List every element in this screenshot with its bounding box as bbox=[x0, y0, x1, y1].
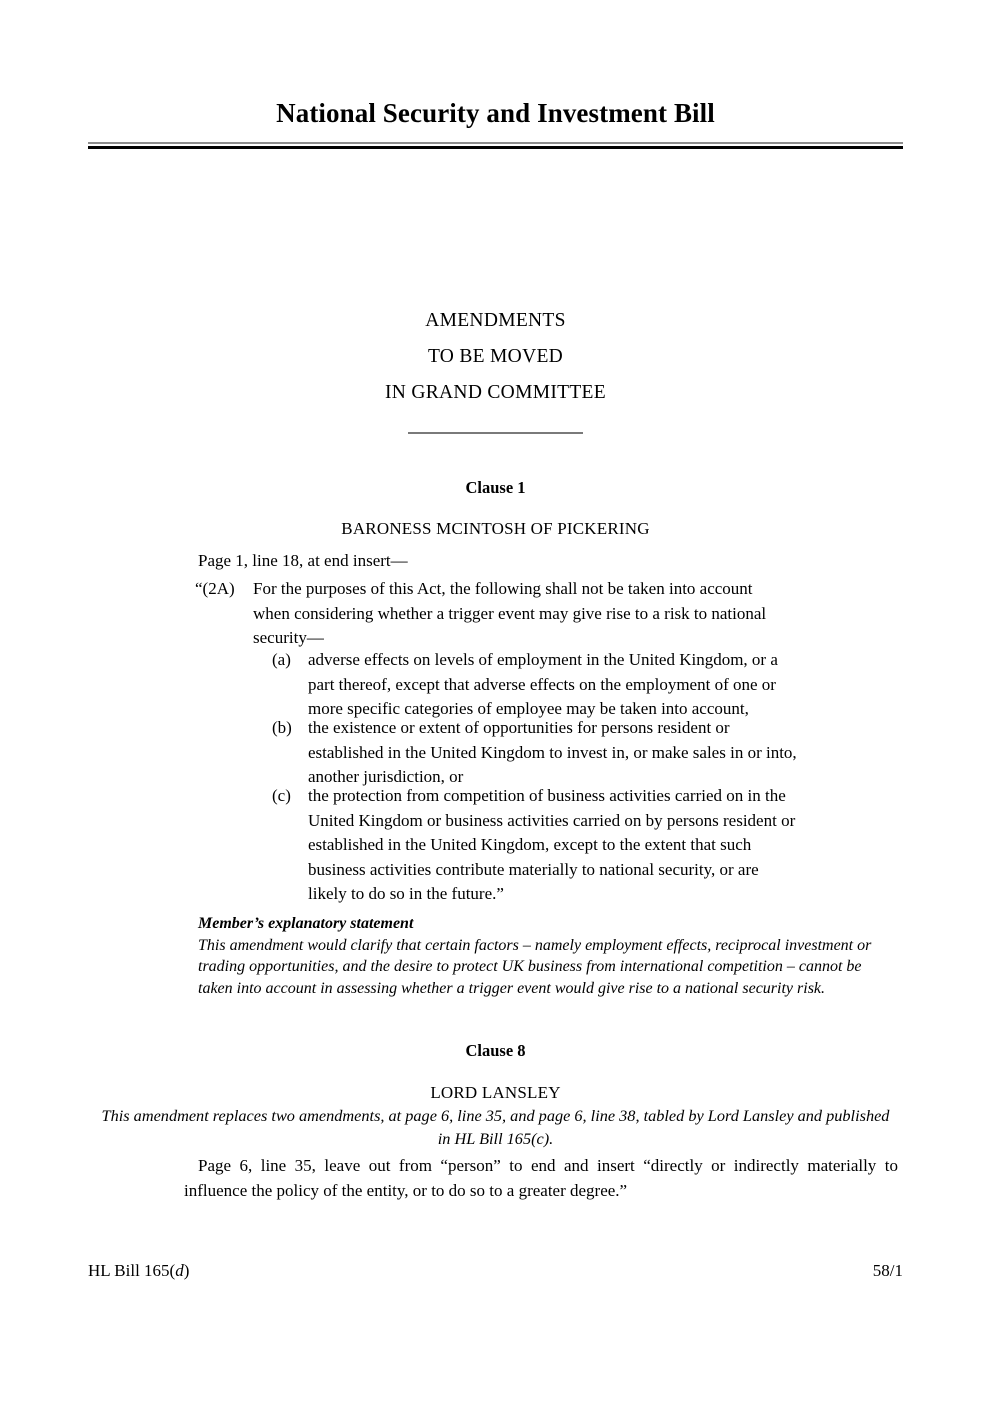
section-divider-rule bbox=[408, 432, 583, 434]
clause-8-heading: Clause 8 bbox=[465, 1041, 526, 1060]
subparagraph-c-line-3: established in the United Kingdom, except to the extent that such bbox=[308, 835, 752, 854]
clause-1-heading: Clause 1 bbox=[465, 478, 526, 497]
heading-line-to-be-moved: TO BE MOVED bbox=[427, 346, 564, 367]
subparagraph-b-marker: (b) bbox=[272, 718, 292, 737]
subparagraph-b-line-2: established in the United Kingdom to invest in, or make sales in or into, bbox=[308, 742, 797, 762]
subparagraph-c-marker: (c) bbox=[272, 786, 291, 805]
subparagraph-b-text bbox=[308, 716, 897, 790]
page-number: 58/1 bbox=[872, 1261, 903, 1280]
subparagraph-a bbox=[272, 648, 897, 722]
title-block bbox=[88, 98, 903, 149]
clause-8-member-name: LORD LANSLEY bbox=[430, 1083, 561, 1102]
subparagraph-c-line-4: business activities contribute materially to national security, or are bbox=[308, 859, 759, 879]
subparagraph-a-line-2: part thereof, except that adverse effects on the employment of one or bbox=[308, 674, 776, 694]
subparagraph-b-line-3: another jurisdiction, or bbox=[308, 767, 464, 786]
amendment-2a-text bbox=[253, 577, 897, 651]
title-divider bbox=[88, 142, 903, 149]
heading-line-in-grand-committee: IN GRAND COMMITTEE bbox=[385, 382, 606, 403]
amendment-2a-line-1: For the purposes of this Act, the following shall not be taken into account bbox=[253, 579, 753, 598]
divider-thick-line bbox=[88, 146, 903, 149]
amendments-heading-block bbox=[88, 303, 903, 434]
subparagraph-a-line-3: more specific categories of employee may be taken into account, bbox=[308, 699, 749, 718]
bill-number-prefix: HL Bill 165( bbox=[88, 1261, 176, 1280]
subparagraph-b bbox=[272, 716, 897, 790]
bill-number-suffix: ) bbox=[183, 1261, 190, 1280]
subparagraph-c bbox=[272, 784, 897, 907]
heading-line-amendments: AMENDMENTS bbox=[425, 310, 566, 331]
page-title: National Security and Investment Bill bbox=[276, 98, 715, 128]
amendment-2a-line-2: when considering whether a trigger event may give rise to a risk to national bbox=[253, 603, 767, 623]
clause-1-member-name: BARONESS MCINTOSH OF PICKERING bbox=[341, 519, 650, 538]
clause-1-instruction: Page 1, line 18, at end insert— bbox=[198, 551, 408, 570]
explanatory-statement-heading: Member’s explanatory statement bbox=[198, 915, 414, 932]
explanatory-statement-text: This amendment would clarify that certain factors – namely employment effects, reciprocal investment or trading opportunities, and the desire to protect UK business from international competition – cannot be taken into account in assessing whether a trigger event would give rise to a national security risk. bbox=[198, 936, 872, 997]
subparagraph-a-line-1: adverse effects on levels of employment in the United Kingdom, or a bbox=[308, 650, 778, 669]
explanatory-statement bbox=[198, 913, 898, 999]
amendment-2a-marker: “(2A) bbox=[195, 579, 235, 598]
bill-number-letter: d bbox=[175, 1261, 184, 1280]
amendment-2a-line-3: security— bbox=[253, 628, 324, 647]
subparagraph-c-line-2: United Kingdom or business activities carried on by persons resident or bbox=[308, 810, 796, 830]
subparagraph-a-text bbox=[308, 648, 897, 722]
amendment-2a bbox=[195, 577, 897, 651]
subparagraph-c-text bbox=[308, 784, 897, 907]
page-footer bbox=[88, 1261, 903, 1281]
subparagraph-b-line-1: the existence or extent of opportunities for persons resident or bbox=[308, 718, 730, 737]
subparagraph-c-line-1: the protection from competition of business activities carried on in the bbox=[308, 786, 786, 805]
subparagraph-c-line-5: likely to do so in the future.” bbox=[308, 884, 504, 903]
clause-8-replacement-note: This amendment replaces two amendments, at page 6, line 35, and page 6, line 38, tabled by Lord Lansley and published in HL Bill 165(c). bbox=[101, 1106, 890, 1148]
bill-number bbox=[88, 1261, 189, 1281]
clause-8-amendment-text: Page 6, line 35, leave out from “person” to end and insert “directly or indirectly materially to influence the policy of the entity, or to do so to a greater degree.” bbox=[184, 1156, 898, 1200]
subparagraph-a-marker: (a) bbox=[272, 650, 291, 669]
